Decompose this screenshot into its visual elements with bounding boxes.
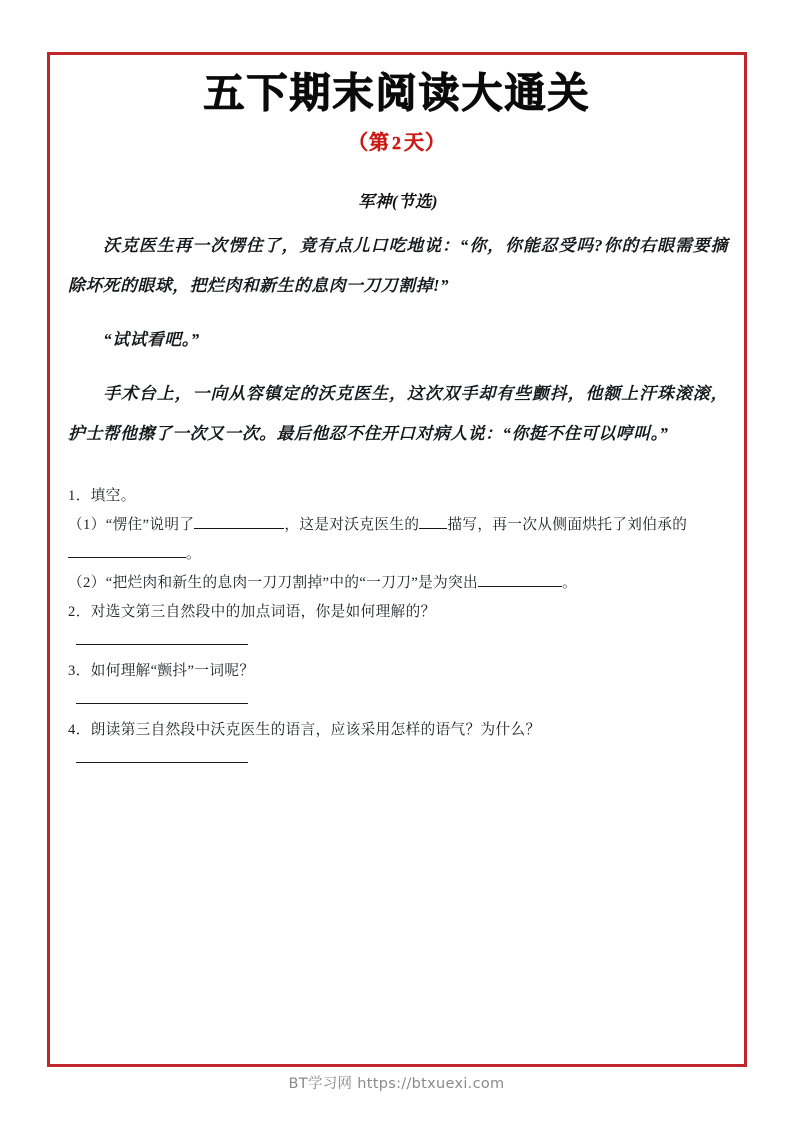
footer-watermark: BT学习网 https://btxuexi.com xyxy=(288,1076,505,1092)
day-prefix: （第 xyxy=(348,130,390,155)
question-1-sub-1-continuation xyxy=(68,540,733,569)
question-3-number: 3． xyxy=(68,663,91,679)
day-number: 2 xyxy=(392,133,402,154)
question-1-sub-1 xyxy=(68,511,733,540)
questions-block xyxy=(68,482,733,775)
day-suffix: 天） xyxy=(404,130,446,155)
question-3 xyxy=(68,657,733,686)
question-4 xyxy=(68,716,733,745)
day-subtitle xyxy=(47,126,747,155)
sub-question-label: （1） xyxy=(68,517,106,533)
fill-blank-input[interactable] xyxy=(419,528,447,529)
title-block xyxy=(47,70,747,155)
sub-question-text: 描写，再一次从侧面烘托了刘伯承的 xyxy=(447,517,688,533)
question-2-text: 对选文第三自然段中的加点词语，你是如何理解的？ xyxy=(90,604,436,620)
question-4-number: 4． xyxy=(68,722,91,738)
sub-question-text: 。 xyxy=(186,546,201,562)
fill-blank-input[interactable] xyxy=(478,586,562,587)
passage-paragraph: “试试看吧。” xyxy=(103,330,200,349)
question-3-text: 如何理解“颤抖”一词呢？ xyxy=(90,663,255,679)
question-1-sub-2 xyxy=(68,569,733,598)
fill-blank-input[interactable] xyxy=(194,528,284,529)
sub-question-text: 。 xyxy=(562,575,578,591)
passage-block xyxy=(68,188,728,454)
question-1 xyxy=(68,482,733,511)
passage-paragraph: 手术台上，一向从容镇定的沃克医生，这次双手却有些颤抖，他额上汗珠滚滚，护士帮他擦了一次又一次。最后他忍不住开口对病人说：“你挺不住可以哼叫。” xyxy=(68,384,728,443)
question-1-stem: 填空。 xyxy=(90,488,136,504)
sub-question-text: “愣住”说明了 xyxy=(105,517,195,533)
passage-paragraph: 沃克医生再一次愣住了，竟有点儿口吃地说：“你，你能忍受吗?你的右眼需要摘除坏死的眼球，把烂肉和新生的息肉一刀刀割掉!” xyxy=(68,236,728,295)
page-title: 五下期末阅读大通关 xyxy=(203,69,591,117)
answer-line[interactable] xyxy=(76,703,248,704)
sub-question-label: （2） xyxy=(68,575,106,591)
sub-question-text: ，这是对沃克医生的 xyxy=(284,517,420,533)
fill-blank-input[interactable] xyxy=(68,557,186,558)
passage-heading: 军神(节选) xyxy=(358,192,438,211)
question-2 xyxy=(68,598,733,627)
question-1-number: 1． xyxy=(68,488,91,504)
sub-question-text: “把烂肉和新生的息肉一刀刀割掉”中的“一刀刀”是为突出 xyxy=(105,575,479,591)
question-4-text: 朗读第三自然段中沃克医生的语言，应该采用怎样的语气？为什么？ xyxy=(90,722,541,738)
answer-line[interactable] xyxy=(76,762,248,763)
question-2-number: 2． xyxy=(68,604,91,620)
answer-line[interactable] xyxy=(76,644,248,645)
